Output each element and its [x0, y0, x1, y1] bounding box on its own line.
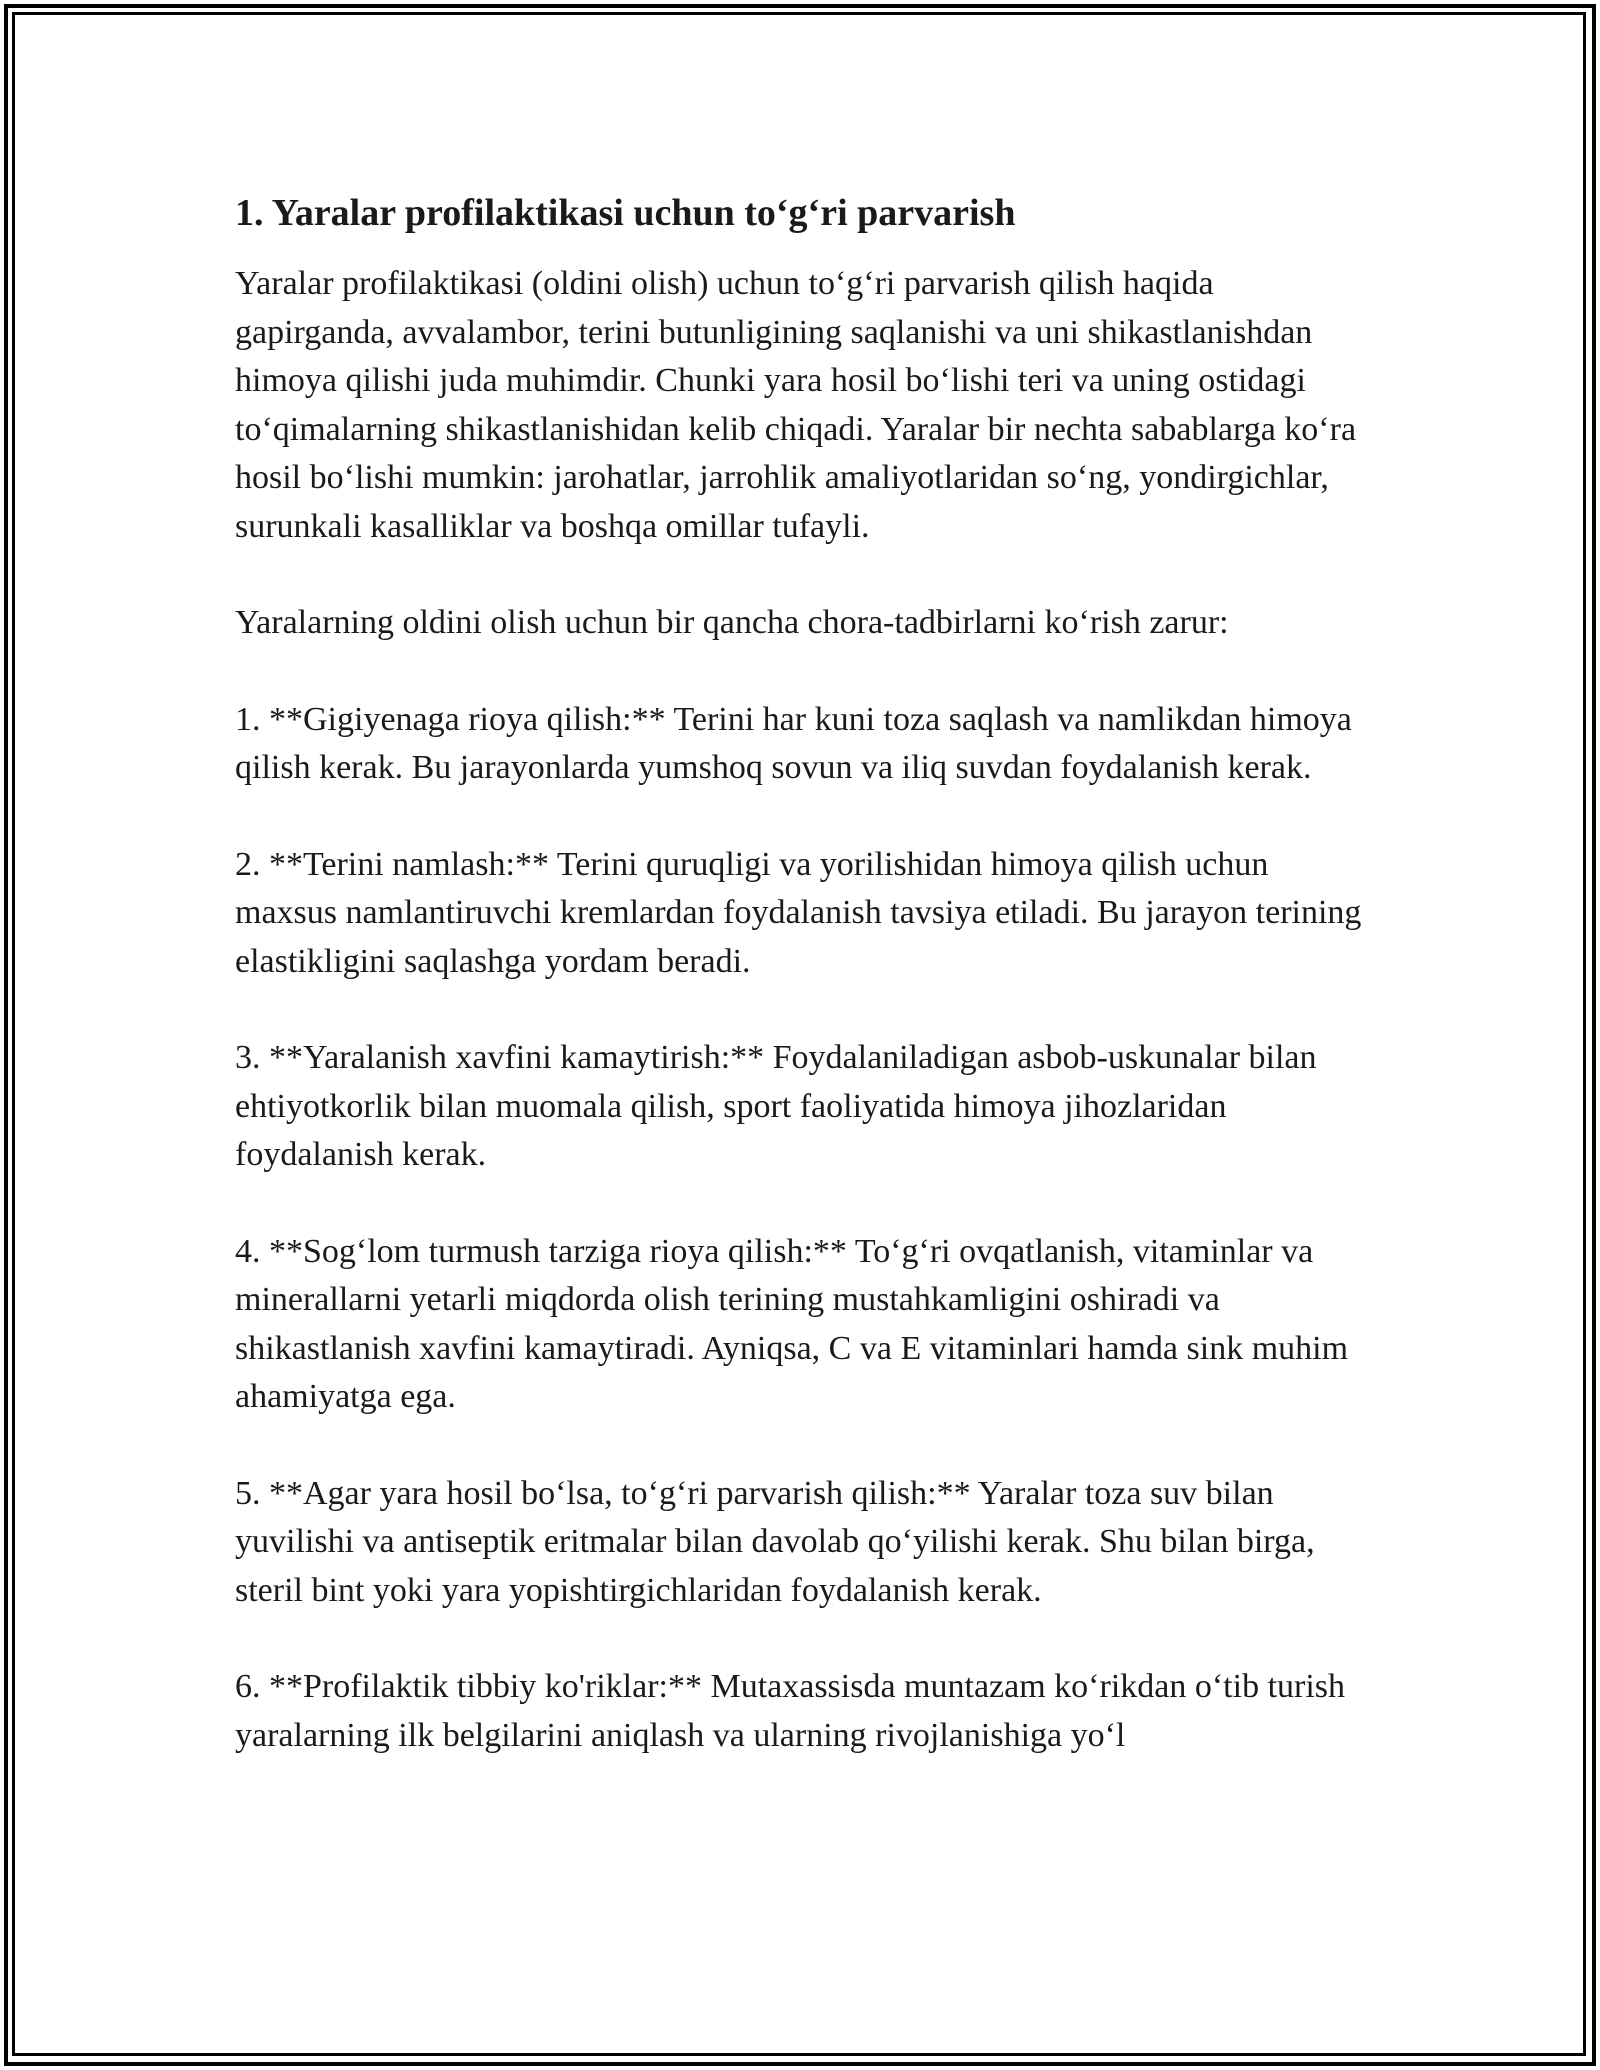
measures-lead-paragraph: Yaralarning oldini olish uchun bir qancha chora-tadbirlarni ko‘rish zarur:: [235, 604, 1229, 641]
document-body: [235, 186, 1375, 1760]
list-item-moisturizing: 2. **Terini namlash:** Terini quruqligi va yorilishidan himoya qilish uchun maxsus namlantiruvchi kremlardan foydalanish tavsiya etiladi. Bu jarayon terining elastikligini saqlashga yordam beradi.: [235, 845, 1362, 980]
list-item-medical-checkups: 6. **Profilaktik tibbiy ko'riklar:** Mutaxassisda muntazam ko‘rikdan o‘tib turish yaralarning ilk belgilarini aniqlash va ularning rivojlanishiga yo‘l: [235, 1668, 1346, 1754]
list-item-wound-care: 5. **Agar yara hosil bo‘lsa, to‘g‘ri parvarish qilish:** Yaralar toza suv bilan yuvilishi va antiseptik eritmalar bilan davolab qo‘yilishi kerak. Shu bilan birga, steril bint yoki yara yopishtirgichlaridan foydalanish kerak.: [235, 1474, 1315, 1609]
list-item-hygiene: 1. **Gigiyenaga rioya qilish:** Terini har kuni toza saqlash va namlikdan himoya qilish kerak. Bu jarayonlarda yumshoq sovun va iliq suvdan foydalanish kerak.: [235, 700, 1352, 786]
list-item-injury-risk: 3. **Yaralanish xavfini kamaytirish:** Foydalaniladigan asbob-uskunalar bilan ehtiyotkorlik bilan muomala qilish, sport faoliyatida himoya jihozlaridan foydalanish kerak.: [235, 1039, 1317, 1173]
list-item-healthy-lifestyle: 4. **Sog‘lom turmush tarziga rioya qilish:** To‘g‘ri ovqatlanish, vitaminlar va minerallarni yetarli miqdorda olish terining mustahkamligini oshiradi va shikastlanish xavfini kamaytiradi. Ayniqsa, C va E vitaminlari hamda sink muhim ahamiyatga ega.: [235, 1232, 1349, 1415]
section-heading: 1. Yaralar profilaktikasi uchun to‘g‘ri parvarish: [235, 192, 1016, 234]
intro-paragraph: Yaralar profilaktikasi (oldini olish) uchun to‘g‘ri parvarish qilish haqida gapirganda, avvalambor, terini butunligining saqlanishi va uni shikastlanishdan himoya qilishi juda muhimdir. Chunki yara hosil bo‘lishi teri va uning ostidagi to‘qimalarning shikastlanishidan kelib chiqadi. Yaralar bir nechta sabablarga ko‘ra hosil bo‘lishi mumkin: jarohatlar, jarrohlik amaliyotlaridan so‘ng, yondirgichlar, surunkali kasalliklar va boshqa omillar tufayli.: [235, 265, 1357, 545]
